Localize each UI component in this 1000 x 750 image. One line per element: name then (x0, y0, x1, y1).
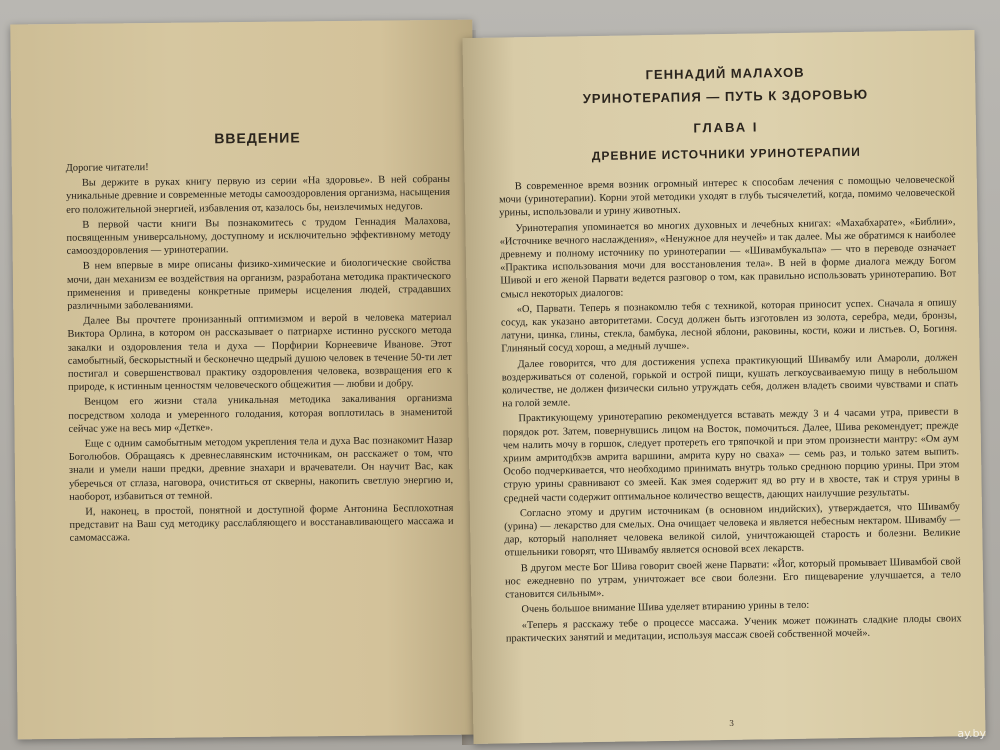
book-title: УРИНОТЕРАПИЯ — ПУТЬ К ЗДОРОВЬЮ (582, 86, 869, 107)
author-name: ГЕННАДИЙ МАЛАХОВ (645, 64, 805, 83)
site-watermark: ay.by (957, 727, 986, 740)
left-paragraph: Дорогие читатели! (65, 161, 149, 174)
left-paragraph: В нем впервые в мире описаны физико-химические и биологические свойства мочи, дан механизм ее воздействия на организм, разработана методика практического применения и приведены конкретные примеры исцеления людей, страдавших различными заболеваниями. (66, 257, 452, 312)
left-paragraph: И, наконец, в простой, понятной и доступной форме Антонина Бесплохотная представит на Ваш суд методику расслабляющего и восстанавливающего массажа и самомассажа. (69, 502, 454, 545)
right-paragraph: В другом месте Бог Шива говорит своей жене Парвати: «Йог, который промывает Шивамбой свой нос ежедневно по утрам, уничтожает все свои болезни. Его пищеварение улучшается, а тело становится сильным». (504, 555, 962, 601)
right-paragraph: Практикующему уринотерапию рекомендуется вставать между 3 и 4 часами утра, привести в порядок рот. Затем, повернувшись лицом на Восток, помочиться. Далее, Шива рекомендует; прежде чем налить мочу в горшок, следует протереть его тряпочкой и при этом произнести мантру: «Ом аум хриим амритодбхэв амрита варшини, амрита куру но сваха» — семь раз, и только затем выпить. Особо подчеркивается, что необходимо принимать внутрь только среднюю порцию урины. При этом струю урины сравнивают со змеей. Как змея содержит яд во рту и в хвосте, так и струя урины в средней части содержит оптимальное количество веществ, дающих наилучшие результаты. (502, 406, 960, 505)
right-paragraph: В современное время возник огромный интерес к способам лечения с помощью человеческой мочи (уринотерапии). Корни этой методики уходят в глубь тысячелетий, когда, помимо человеческой урины, использовали и урину животных. (498, 174, 956, 219)
right-paragraph: «О, Парвати. Теперь я познакомлю тебя с техникой, которая приносит успех. Сначала я опишу сосуд, как указано авторитетами. Сосуд должен быть изготовлен из золота, серебра, меди, бронзы, латуни, цинка, глины, стекла, бамбука, лесной яблони, раковины, кости, кожи и листьев. О, Богиня. Глиняный сосуд хорош, а медный лучше». (500, 297, 958, 355)
right-paragraph: Далее говорится, что для достижения успеха практикующий Шивамбу или Амароли, должен воздерживаться от соленой, горькой и острой пищи, кушать легкоусваиваемую пищу в небольшом количестве, не должен физически сильно утруждать себя, должен владеть своими чувствами и спать на голой земле. (501, 351, 959, 410)
left-paragraph: Венцом его жизни стала уникальная методика закаливания организма посредством холода и умеренного голодания, которая воплотилась в знаменитой сейчас уже на весь мир «Детке». (68, 393, 453, 435)
right-paragraph: «Теперь я расскажу тебе о процессе массажа. Ученик может пожинать сладкие плоды своих практических занятий и медитации, используя массаж своей собственной мочей». (505, 612, 962, 645)
introduction-title: ВВЕДЕНИЕ (214, 129, 301, 147)
left-page (10, 20, 479, 740)
left-paragraph: В первой части книги Вы познакомитесь с трудом Геннадия Малахова, посвященным универсальному, доступному и исключительно эффективному методу самооздоровления — уринотерапии. (66, 215, 451, 258)
page-number: 3 (729, 717, 734, 728)
right-paragraph: Уринотерапия упоминается во многих духовных и лечебных книгах: «Махабхарате», «Библии», «Источнике вечного наслаждения», «Ненужное для неучей» и так далее. Мы же обратимся к наиболее древнему и полному источнику по уринотерапии — «Шивамбукальпа» — что в переводе означает «Практика использования мочи для восстановления тела». В ней в форме диалога между Богом Шивой и его женой Парвати ведется разговор о том, как правильно использовать уринотерапию. Вот смысл некоторых диалогов: (499, 215, 957, 301)
chapter-title: ДРЕВНИЕ ИСТОЧНИКИ УРИНОТЕРАПИИ (591, 144, 861, 164)
right-paragraph: Очень большое внимание Шива уделяет втиранию урины в тело: (521, 599, 810, 616)
left-paragraph: Далее Вы прочтете пронизанный оптимизмом и верой в человека материал Виктора Орлина, в котором он рассказывает о патриархе истинно русского метода закалки и оздоровления тела и духа — Порфирии Корнеевиче Иванове. Этот самобытный, бескорыстный и бесконечно щедрый душою человек в течение 50-ти лет постигал и совершенствовал практику оздоровления человека, возвращения его к природе, к истинным ценностям человеческого общежития — любви и добру. (67, 312, 452, 394)
left-paragraph: Вы держите в руках книгу первую из серии «На здоровье». В ней собраны уникальные древние и современные методы самооздоровления организма, насыщения его положительной энергией, избавления от, казалось бы, неизлечимых недугов. (66, 174, 451, 216)
left-paragraph: Еще с одним самобытным методом укрепления тела и духа Вас познакомит Назар Боголюбов. Обращаясь к древнеславянским источникам, он расскажет о том, что знали и умели наши предки, древние знахари и врачеватели. Он научит Вас, как уберечься от сглаза, наговора, очиститься от скверны, накопить светлую энергию и, наоборот, избавиться от темной. (68, 434, 454, 503)
right-page (462, 30, 985, 744)
right-paragraph: Согласно этому и другим источникам (в основном индийских), утверждается, что Шивамбу (урина) — лекарство для смелых. Она очищает человека и является небесным нектаром. Шивамбу — дар, который наполняет человека великой силой, уничтожающей старость и болезни. Великие отшельники говорят, что Шивамбу является основой всех лекарств. (504, 501, 961, 559)
chapter-number: ГЛАВА I (693, 119, 759, 136)
